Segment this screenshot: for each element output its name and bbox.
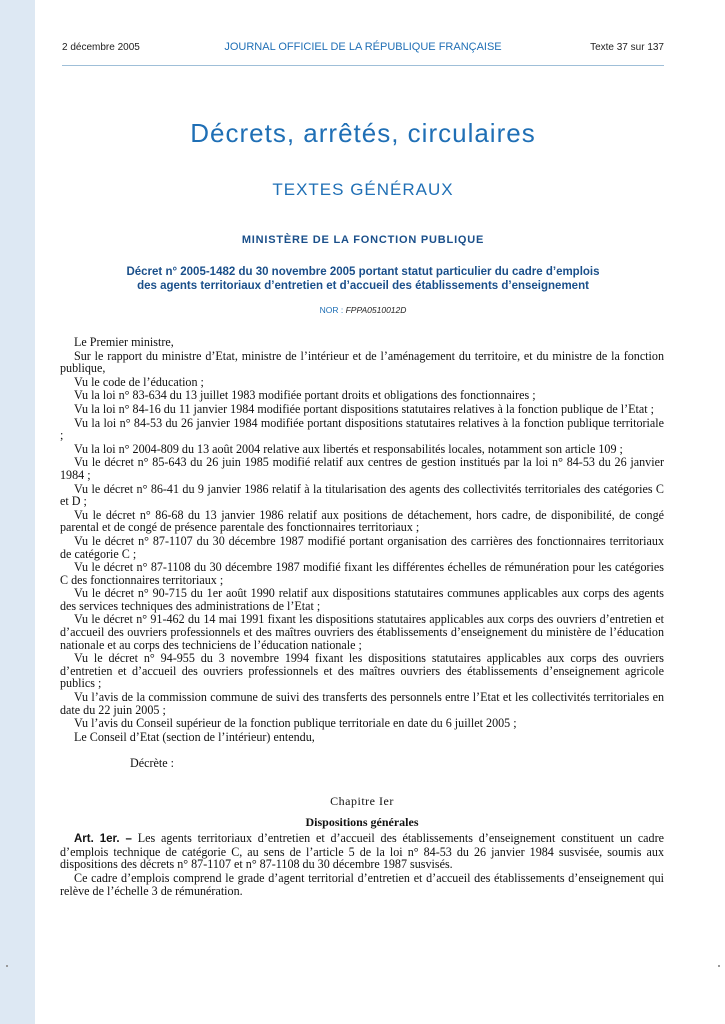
paragraph: Vu le décret n° 85-643 du 26 juin 1985 modifié relatif aux centres de gestion institués par la loi n° 84-53 du 26 janvier 1984 ; [60,455,664,482]
header-date: 2 décembre 2005 [62,42,140,53]
article-1 [60,832,664,871]
decree-body [60,336,664,898]
paragraph: Le Premier ministre, [74,335,174,349]
nor-label: NOR : [319,305,344,315]
page-header [62,38,664,60]
paragraph: Vu le décret n° 91-462 du 14 mai 1991 fixant les dispositions statutaires applicables aux corps des ouvriers d’entretien et d’accueil des ouvriers professionnels et des maîtres ouvriers des établissements d’enseignement du ministère de l’éducation nationale et au corps des techniciens de l’éducation nationale ; [60,612,664,652]
paragraph: Vu le décret n° 90-715 du 1er août 1990 relatif aux dispositions statutaires communes applicables aux corps des agents des services techniques des administrations de l’Etat ; [60,586,664,613]
article-1-text: Les agents territoriaux d’entretien et d’accueil des établissements d’enseignement constituent un cadre d’emplois technique de catégorie C, au sens de l’article 5 de la loi n° 84-53 du 26 janvier 1984 susvisée, soumis aux dispositions des décrets n° 87-1107 et n° 87-1108 du 30 décembre 1987 susvisés. [60,831,664,872]
paragraph: Vu le décret n° 87-1108 du 30 décembre 1987 modifié fixant les différentes échelles de rémunération pour les catégories C des fonctionnaires territoriaux ; [60,560,664,587]
ministry-heading: MINISTÈRE DE LA FONCTION PUBLIQUE [241,234,485,246]
paragraph: Vu le décret n° 87-1107 du 30 décembre 1987 modifié portant organisation des carrières des fonctionnaires territoriaux de catégorie C ; [60,533,664,561]
left-margin-band [0,0,35,1024]
header-text-number: Texte 37 sur 137 [590,42,664,53]
paragraph: Vu le décret n° 86-68 du 13 janvier 1986 relatif aux positions de détachement, hors cadre, de disponibilité, de congé parental et de congé de présence parentale des fonctionnaires territoriaux ; [60,507,664,535]
section-title: Décrets, arrêtés, circulaires [190,118,536,148]
header-divider [62,65,664,66]
decree-title [62,265,664,293]
decree-title-line-2: des agents territoriaux d’entretien et d’accueil des établissements d’enseignement [137,280,589,292]
subsection-title: TEXTES GÉNÉRAUX [272,180,454,199]
decree-title-line-1: Décret n° 2005-1482 du 30 novembre 2005 portant statut particulier du cadre d’emplois [126,266,600,278]
article-1-paragraph-2: Ce cadre d’emplois comprend le grade d’agent territorial d’entretien et d’accueil des établissements d’enseignement qui relève de l’échelle 3 de rémunération. [60,870,664,898]
paragraph: Vu le décret n° 94-955 du 3 novembre 1994 fixant les dispositions statutaires applicables aux corps des ouvriers d’entretien et d’accueil des ouvriers professionnels et des maîtres ouvriers des établissements d’enseignement agricole publics ; [60,651,664,691]
paragraph: Vu la loi n° 84-53 du 26 janvier 1984 modifiée portant dispositions statutaires relatives à la fonction publique territoriale ; [60,415,664,443]
paragraph: Vu la loi n° 84-16 du 11 janvier 1984 modifiée portant dispositions statutaires relatives à la fonction publique de l’Etat ; [74,401,655,416]
article-1-label: Art. 1er. – [74,833,132,846]
scan-mark [6,965,8,967]
chapter-label: Chapitre Ier [330,794,394,808]
paragraph: Vu l’avis de la commission commune de suivi des transferts des personnels entre l’Etat et les collectivités territoriales en date du 22 juin 2005 ; [60,690,664,717]
paragraph: Sur le rapport du ministre d’Etat, ministre de l’intérieur et de l’aménagement du territoire, et du ministre de la fonction publique, [60,348,664,376]
chapter-name: Dispositions générales [305,814,419,829]
paragraph: Vu l’avis du Conseil supérieur de la fonction publique territoriale en date du 6 juillet 2005 ; [74,716,517,731]
paragraph: Vu la loi n° 83-634 du 13 juillet 1983 modifiée portant droits et obligations des fonctionnaires ; [74,388,536,403]
paragraph: Le Conseil d’Etat (section de l’intérieur) entendu, [74,729,315,744]
decrete-line: Décrète : [130,756,174,771]
nor-reference [62,305,664,315]
nor-value: FPPA0510012D [345,305,407,315]
header-journal-title: JOURNAL OFFICIEL DE LA RÉPUBLIQUE FRANÇAISE [224,41,502,53]
scan-mark [718,965,720,967]
paragraph: Vu le code de l’éducation ; [74,374,204,389]
paragraph: Vu la loi n° 2004-809 du 13 août 2004 relative aux libertés et responsabilités locales, notamment son article 109 ; [74,441,623,456]
paragraph: Vu le décret n° 86-41 du 9 janvier 1986 relatif à la titularisation des agents des collectivités territoriales des catégories C et D ; [60,481,664,509]
